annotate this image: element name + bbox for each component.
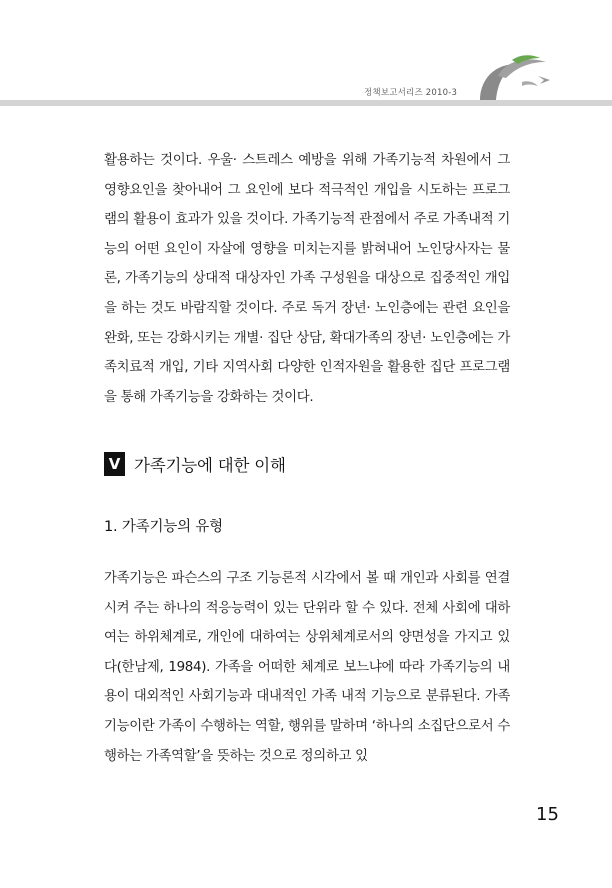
body-paragraph-2: 가족기능은 파슨스의 구조 기능론적 시각에서 볼 때 개인과 사회를 연결시켜 주는 하나의 적응능력이 있는 단위라 할 수 있다. 전체 사회에 대하여는 하위체계로, 개인에 대하여는 상위체계로서의 양면성을 가지고 있다(한남제, 1984). 가족을 어떠한 체계로 보느냐에 따라 가족기능의 내용이 대외적인 사회기능과 대내적인 가족 내적 기능으로 분류된다. 가족기능이란 가족이 수행하는 역할, 행위를 말하며 ‘하나의 소집단으로서 수행하는 가족역할’을 뜻하는 것으로 정의하고 있 <box>104 571 510 764</box>
section-title: 가족기능에 대한 이해 <box>134 456 286 475</box>
subsection-title: 1. 가족기능의 유형 <box>104 519 223 535</box>
body-paragraph-1: 활용하는 것이다. 우울· 스트레스 예방을 위해 가족기능적 차원에서 그 영향요인을 찾아내어 그 요인에 보다 적극적인 개입을 시도하는 프로그램의 활용이 효과가 있을 것이다. 가족기능적 관점에서 주로 가족내적 기능의 어떤 요인이 자살에 영향을 미치는지를 밝혀내어 노인당사자는 물론, 가족기능의 상대적 대상자인 가족 구성원을 대상으로 집중적인 개입을 하는 것도 바람직할 것이다. 주로 독거 장년· 노인층에는 관련 요인을 완화, 또는 강화시키는 개별· 집단 상담, 확대가족의 장년· 노인층에는 가족치료적 개입, 기타 지역사회 다양한 인적자원을 활용한 집단 프로그램을 통해 가족기능을 강화하는 것이다. <box>104 153 510 405</box>
series-label: 정책보고서리즈 2010-3 <box>364 88 458 98</box>
page-number: 15 <box>536 804 559 825</box>
section-number-badge: V <box>104 452 125 476</box>
section-heading <box>104 452 286 476</box>
bird-logo-icon <box>476 52 554 104</box>
